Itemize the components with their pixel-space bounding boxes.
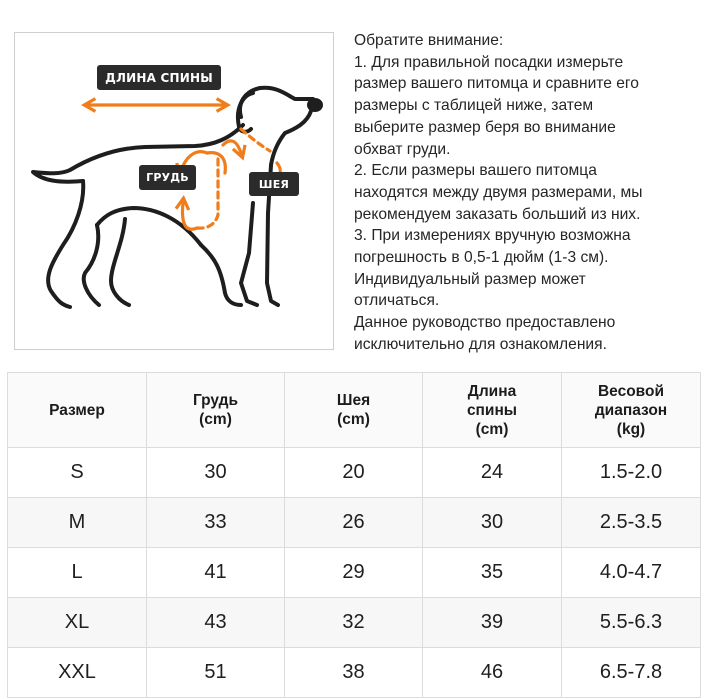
- cell-chest: 30: [147, 448, 285, 498]
- header-text: Шея: [336, 392, 371, 409]
- table-header-row: [8, 373, 701, 448]
- header-text: Размер: [49, 401, 105, 419]
- chest-label: ГРУДЬ: [139, 165, 196, 190]
- table-row: [8, 648, 701, 698]
- cell-size: L: [8, 548, 147, 598]
- table-row: [8, 448, 701, 498]
- header-unit: (cm): [199, 411, 232, 428]
- cell-back-length: 46: [423, 648, 562, 698]
- cell-size: XXL: [8, 648, 147, 698]
- header-text: Весовой: [597, 382, 665, 400]
- header-unit: (cm): [475, 420, 509, 438]
- cell-weight: 5.5-6.3: [562, 598, 701, 648]
- notes-line: Данное руководство предоставлено: [354, 314, 616, 332]
- header-unit: (kg): [616, 420, 646, 438]
- cell-chest: 41: [147, 548, 285, 598]
- table-row: [8, 548, 701, 598]
- size-chart-table: [7, 372, 701, 698]
- cell-weight: 2.5-3.5: [562, 498, 701, 548]
- cell-weight: 4.0-4.7: [562, 548, 701, 598]
- header-weight-range: [562, 373, 701, 448]
- cell-weight: 6.5-7.8: [562, 648, 701, 698]
- notes-line: размер вашего питомца и сравните его: [354, 75, 639, 93]
- cell-size: XL: [8, 598, 147, 648]
- header-unit: (cm): [337, 411, 370, 428]
- notes-line: 1. Для правильной посадки измерьте: [354, 53, 624, 71]
- neck-label: ШЕЯ: [249, 172, 299, 196]
- cell-back-length: 35: [423, 548, 562, 598]
- header-chest: [147, 373, 285, 448]
- notes-line: размеры с таблицей ниже, затем: [354, 97, 594, 115]
- cell-chest: 43: [147, 598, 285, 648]
- cell-back-length: 30: [423, 498, 562, 548]
- header-text: диапазон: [594, 401, 668, 419]
- notes-line: обхват груди.: [354, 140, 451, 158]
- header-text: Грудь: [192, 392, 239, 409]
- notes-line: выберите размер беря во внимание: [354, 118, 616, 136]
- notes-line: рекомендуем заказать больший из них.: [354, 205, 641, 223]
- sizing-notes: [354, 30, 704, 356]
- table-row: [8, 498, 701, 548]
- header-text: Длина: [467, 382, 517, 400]
- notes-line: отличаться.: [354, 292, 440, 310]
- notes-line: погрешность в 0,5-1 дюйм (1-3 см).: [354, 249, 609, 267]
- cell-neck: 26: [285, 498, 423, 548]
- cell-size: S: [8, 448, 147, 498]
- table-row: [8, 598, 701, 648]
- cell-neck: 38: [285, 648, 423, 698]
- notes-line: Индивидуальный размер может: [354, 270, 586, 288]
- header-back-length: [423, 373, 562, 448]
- notes-heading: Обратите внимание:: [354, 32, 504, 49]
- cell-chest: 51: [147, 648, 285, 698]
- cell-neck: 32: [285, 598, 423, 648]
- header-size: [8, 373, 147, 448]
- header-text: спины: [466, 401, 518, 419]
- cell-back-length: 24: [423, 448, 562, 498]
- notes-line: находятся между двумя размерами, мы: [354, 183, 643, 201]
- cell-weight: 1.5-2.0: [562, 448, 701, 498]
- cell-back-length: 39: [423, 598, 562, 648]
- notes-line: 3. При измерениях вручную возможна: [354, 227, 631, 245]
- cell-neck: 20: [285, 448, 423, 498]
- notes-line: исключительно для ознакомления.: [354, 335, 607, 353]
- dog-measurement-figure: [14, 32, 334, 350]
- cell-chest: 33: [147, 498, 285, 548]
- cell-size: M: [8, 498, 147, 548]
- header-neck: [285, 373, 423, 448]
- notes-line: 2. Если размеры вашего питомца: [354, 162, 597, 180]
- back-length-label: ДЛИНА СПИНЫ: [97, 65, 221, 90]
- cell-neck: 29: [285, 548, 423, 598]
